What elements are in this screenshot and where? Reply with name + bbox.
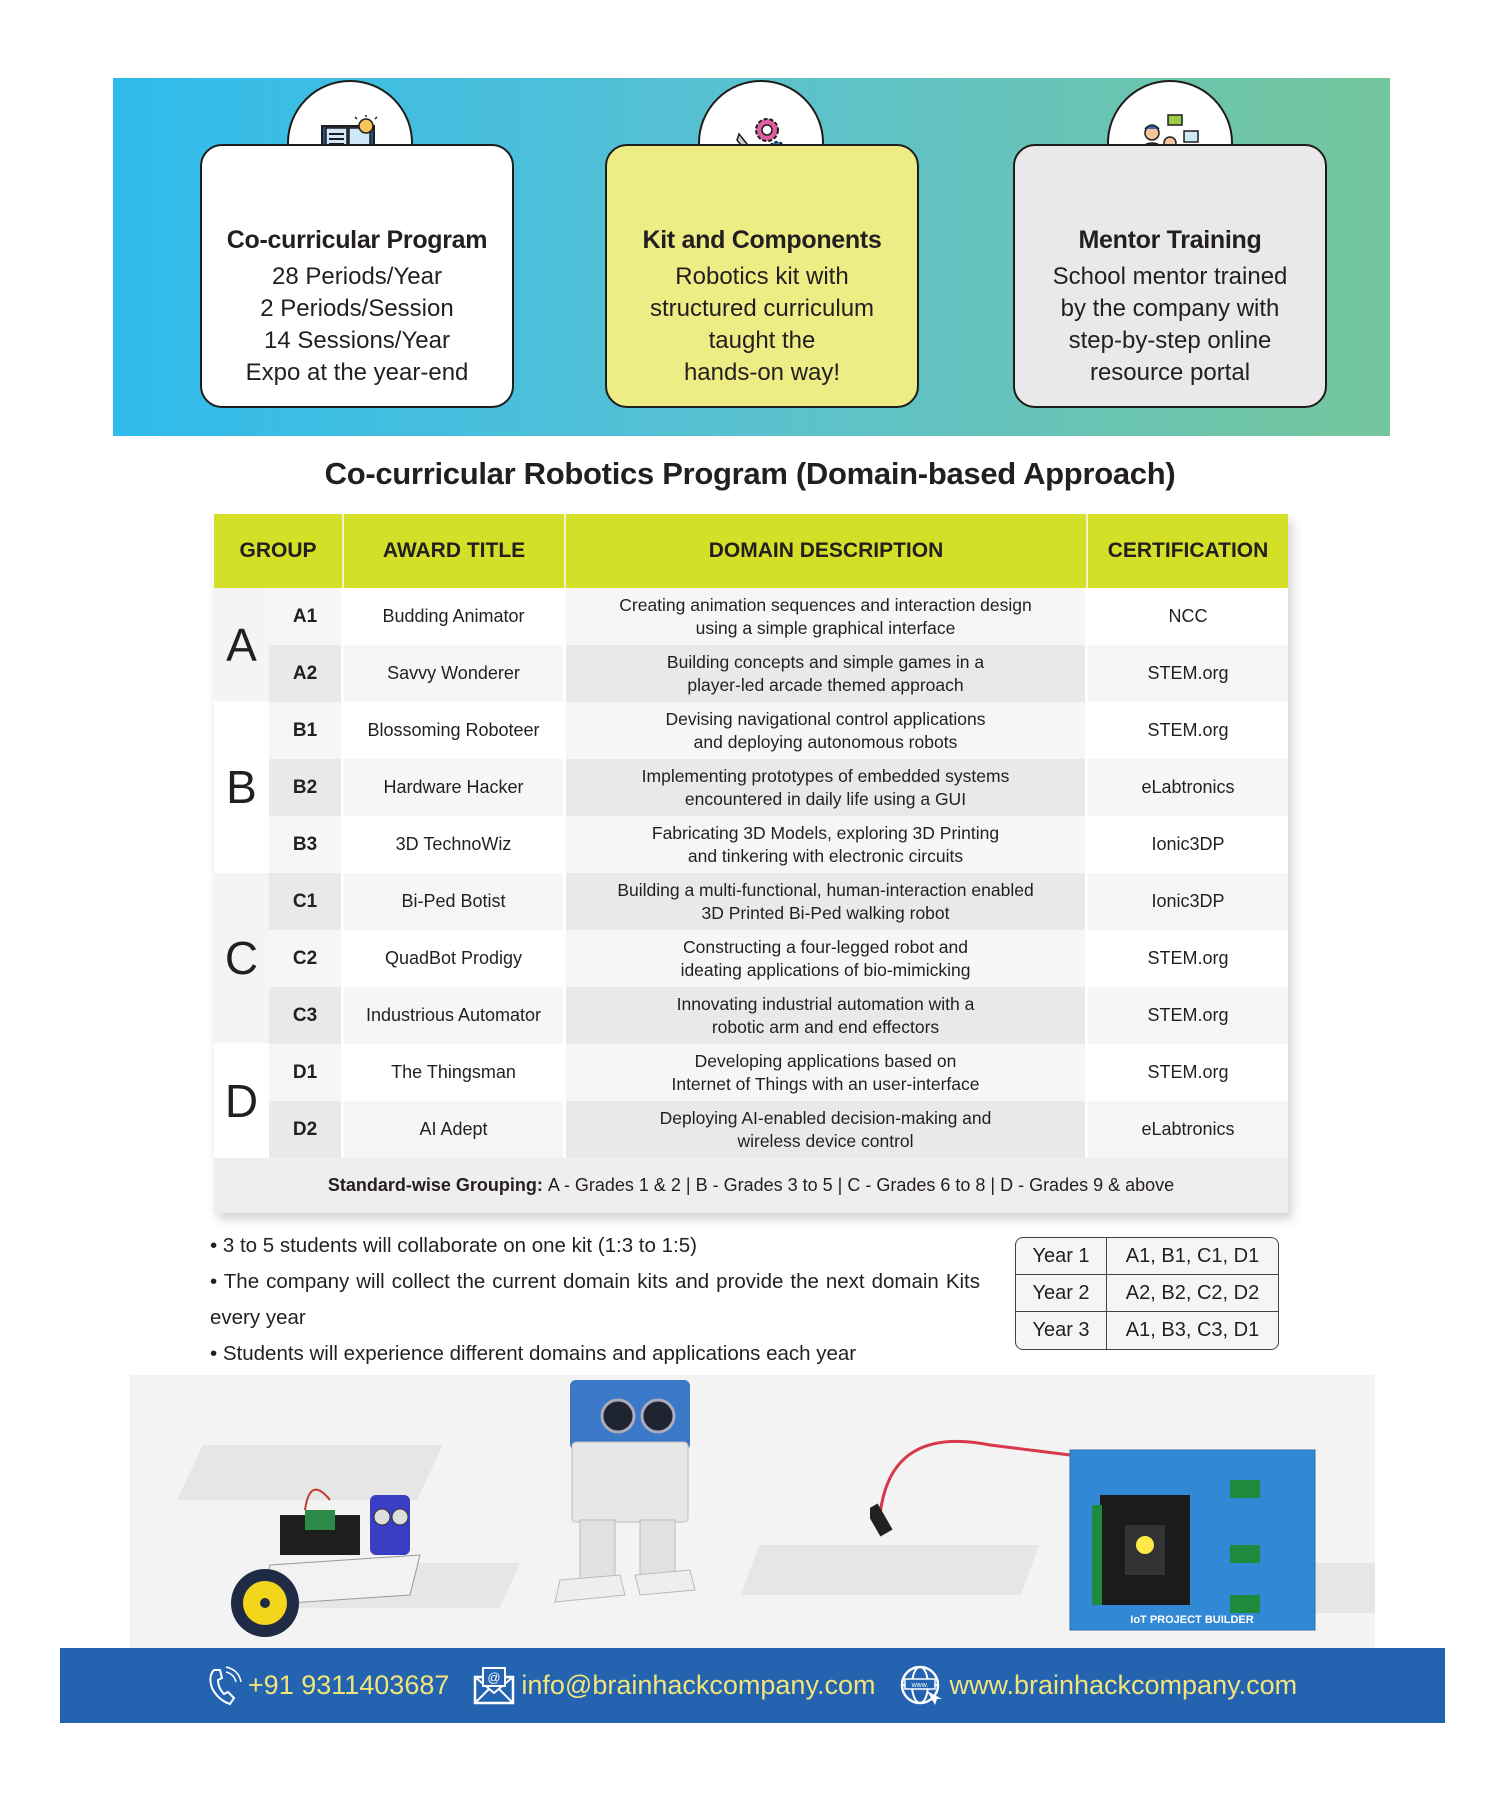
domain-code: B1 xyxy=(269,702,344,759)
certification: Ionic3DP xyxy=(1088,816,1288,873)
award-title: 3D TechnoWiz xyxy=(344,816,566,873)
grouping-text: A - Grades 1 & 2 | B - Grades 3 to 5 | C - Grades 6 to 8 | D - Grades 9 & above xyxy=(547,1175,1175,1195)
description-line: Constructing a four-legged robot and xyxy=(682,936,969,957)
card-line: Expo at the year-end xyxy=(245,359,469,386)
program-table xyxy=(214,514,1288,1213)
phone-icon xyxy=(208,1666,242,1706)
biped-robot-image xyxy=(550,1380,720,1610)
description-line: Internet of Things with an user-interface xyxy=(671,1073,980,1094)
award-title: Blossoming Roboteer xyxy=(344,702,566,759)
co-curricular-program-card xyxy=(200,144,514,408)
svg-text:@: @ xyxy=(487,1669,501,1685)
certification: STEM.org xyxy=(1088,930,1288,987)
year-kits: A1, B3, C3, D1 xyxy=(1125,1319,1260,1341)
card-line: School mentor trained xyxy=(1052,263,1288,290)
card-line: structured curriculum xyxy=(649,295,875,322)
description-line: Deploying AI-enabled decision-making and xyxy=(659,1107,992,1128)
year-row xyxy=(1016,1238,1278,1275)
award-title: Bi-Ped Botist xyxy=(344,873,566,930)
domain-code: D1 xyxy=(269,1044,344,1101)
kit-and-components-card xyxy=(605,144,919,408)
card-line: 28 Periods/Year xyxy=(272,263,442,290)
description-line: Fabricating 3D Models, exploring 3D Printing xyxy=(651,822,1000,843)
product-showcase xyxy=(130,1375,1375,1655)
page-title: Co-curricular Robotics Program (Domain-based Approach) xyxy=(324,456,1176,491)
email-address[interactable]: info@brainhackcompany.com xyxy=(521,1670,876,1700)
table-header xyxy=(214,514,1288,588)
card-line: 14 Sessions/Year xyxy=(264,327,450,354)
group-label: B xyxy=(214,702,269,873)
domain-description xyxy=(566,816,1088,873)
certification: STEM.org xyxy=(1088,645,1288,702)
group-label: D xyxy=(214,1044,269,1158)
certification: eLabtronics xyxy=(1088,759,1288,816)
table-row xyxy=(269,816,1288,873)
card-line: taught the xyxy=(708,327,816,354)
description-line: Building concepts and simple games in a xyxy=(666,651,985,672)
award-title: AI Adept xyxy=(344,1101,566,1158)
table-row xyxy=(269,759,1288,816)
award-title: Industrious Automator xyxy=(344,987,566,1044)
description-line: 3D Printed Bi-Ped walking robot xyxy=(701,902,950,923)
description-line: Building a multi-functional, human-interaction enabled xyxy=(617,879,1034,900)
description-line: using a simple graphical interface xyxy=(695,617,956,638)
phone-number[interactable]: +91 9311403687 xyxy=(247,1670,450,1700)
group-label: C xyxy=(214,873,269,1044)
table-rows xyxy=(269,588,1288,1158)
mentor-training-card xyxy=(1013,144,1327,408)
domain-code: B3 xyxy=(269,816,344,873)
certification: NCC xyxy=(1088,588,1288,645)
year-kits: A2, B2, C2, D2 xyxy=(1125,1281,1260,1304)
email-contact[interactable] xyxy=(473,1667,875,1705)
description-line: player-led arcade themed approach xyxy=(687,674,964,695)
description-line: wireless device control xyxy=(737,1130,914,1151)
note-item: • The company will collect the current domain kits and provide the next domain Kits every year xyxy=(210,1270,980,1329)
domain-code: C3 xyxy=(269,987,344,1044)
domain-description xyxy=(566,759,1088,816)
contact-footer xyxy=(60,1648,1445,1723)
table-row xyxy=(269,588,1288,645)
description-line: Developing applications based on xyxy=(694,1050,957,1071)
description-line: Innovating industrial automation with a xyxy=(676,993,975,1014)
phone-contact[interactable] xyxy=(208,1666,449,1706)
features-banner xyxy=(113,78,1390,436)
description-line: Creating animation sequences and interaction design xyxy=(619,594,1032,615)
award-title: The Thingsman xyxy=(344,1044,566,1101)
card-line: 2 Periods/Session xyxy=(260,295,454,322)
domain-code: B2 xyxy=(269,759,344,816)
group-label: A xyxy=(214,588,269,702)
year-row xyxy=(1016,1312,1278,1349)
description-line: encountered in daily life using a GUI xyxy=(684,788,967,809)
award-title: QuadBot Prodigy xyxy=(344,930,566,987)
award-title: Hardware Hacker xyxy=(344,759,566,816)
grouping-label: Standard-wise Grouping: xyxy=(327,1175,543,1195)
year-plan-table xyxy=(1015,1237,1279,1350)
year-row xyxy=(1016,1275,1278,1312)
certification: STEM.org xyxy=(1088,702,1288,759)
header-group: GROUP xyxy=(214,514,344,588)
domain-code: A2 xyxy=(269,645,344,702)
description-line: robotic arm and end effectors xyxy=(711,1016,940,1037)
description-line: Devising navigational control applications xyxy=(665,708,986,729)
certification: STEM.org xyxy=(1088,1044,1288,1101)
note-item: • Students will experience different domains and applications each year xyxy=(210,1342,857,1365)
header-domain-description: DOMAIN DESCRIPTION xyxy=(566,514,1088,588)
table-row xyxy=(269,987,1288,1044)
domain-description xyxy=(566,873,1088,930)
domain-description xyxy=(566,930,1088,987)
email-icon xyxy=(473,1667,515,1705)
card-title: Co-curricular Program xyxy=(226,226,488,254)
table-body xyxy=(214,588,1288,1158)
card-line: Robotics kit with xyxy=(675,263,849,290)
group-column xyxy=(214,588,269,1158)
domain-description xyxy=(566,987,1088,1044)
domain-description xyxy=(566,702,1088,759)
website-url[interactable]: www.brainhackcompany.com xyxy=(949,1670,1298,1700)
card-title: Mentor Training xyxy=(1078,226,1262,254)
table-row xyxy=(269,1044,1288,1101)
award-title: Budding Animator xyxy=(344,588,566,645)
domain-code: D2 xyxy=(269,1101,344,1158)
note-item: • 3 to 5 students will collaborate on one kit (1:3 to 1:5) xyxy=(210,1234,697,1257)
table-row xyxy=(269,645,1288,702)
description-line: Implementing prototypes of embedded systems xyxy=(641,765,1010,786)
table-row xyxy=(269,873,1288,930)
year-label: Year 1 xyxy=(1016,1238,1107,1274)
iot-project-builder-image xyxy=(870,1405,1370,1635)
domain-code: A1 xyxy=(269,588,344,645)
year-kits: A1, B1, C1, D1 xyxy=(1125,1244,1260,1267)
certification: Ionic3DP xyxy=(1088,873,1288,930)
header-award-title: AWARD TITLE xyxy=(344,514,566,588)
card-line: resource portal xyxy=(1089,359,1251,386)
year-label: Year 3 xyxy=(1016,1312,1107,1349)
card-line: hands-on way! xyxy=(683,359,841,386)
table-row xyxy=(269,1101,1288,1158)
description-line: and tinkering with electronic circuits xyxy=(687,845,964,866)
domain-code: C1 xyxy=(269,873,344,930)
svg-text:www.: www. xyxy=(912,1681,929,1689)
certification: STEM.org xyxy=(1088,987,1288,1044)
domain-code: C2 xyxy=(269,930,344,987)
year-label: Year 2 xyxy=(1016,1275,1107,1311)
card-line: by the company with xyxy=(1060,295,1280,322)
globe-www-icon xyxy=(899,1665,943,1707)
domain-description xyxy=(566,1044,1088,1101)
table-row xyxy=(269,930,1288,987)
domain-description xyxy=(566,588,1088,645)
domain-description xyxy=(566,1101,1088,1158)
rover-robot-image xyxy=(210,1455,450,1645)
table-row xyxy=(269,702,1288,759)
domain-description xyxy=(566,645,1088,702)
award-title: Savvy Wonderer xyxy=(344,645,566,702)
certification: eLabtronics xyxy=(1088,1101,1288,1158)
iot-board-label: IoT PROJECT BUILDER xyxy=(1130,1614,1254,1626)
card-line: step-by-step online xyxy=(1068,327,1272,354)
header-certification: CERTIFICATION xyxy=(1107,539,1269,562)
grouping-note xyxy=(214,1158,1288,1213)
card-title: Kit and Components xyxy=(642,226,882,254)
description-line: ideating applications of bio-mimicking xyxy=(680,959,971,980)
description-line: and deploying autonomous robots xyxy=(693,731,958,752)
website-contact[interactable] xyxy=(899,1665,1297,1707)
notes-list xyxy=(210,1228,980,1372)
